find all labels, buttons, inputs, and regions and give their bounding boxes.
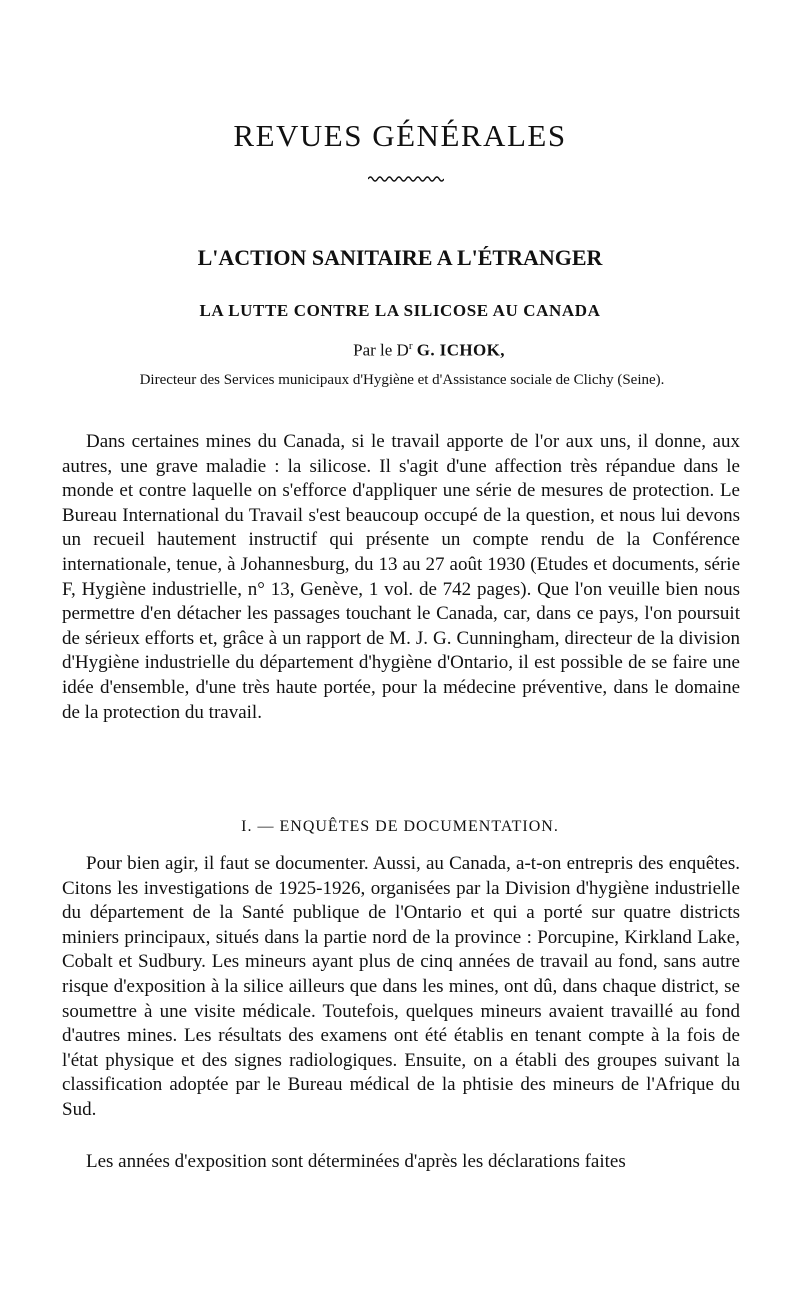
section-1-paragraph-1: Pour bien agir, il faut se documenter. Aussi, au Canada, a-t-on entrepris des enquêtes. Citons les investigations de 1925-1926, organisées par la Division d'hygiène industrielle du département de la Santé publique de l'Ontario et qui a porté sur quatre districts miniers principaux, situés dans la partie nord de la province : Porcupine, Kirkland Lake, Cobalt et Sudbury. Les mineurs ayant plus de cinq années de travail au fond, sans autre risque d'exposition à la silice ailleurs que dans les mines, ont dû, dans chaque district, se soumettre à une visite médicale. Toutefois, quelques mineurs avaient travaillé au fond d'autres mines. Les résultats des examens ont été établis en tenant compte à la fois de l'état physique et des signes radiologiques. Ensuite, on a établi des groupes suivant la classification adoptée par le Bureau médical de la phtisie des mineurs de l'Afrique du Sud. [62,853,740,1120]
section-title: REVUES GÉNÉRALES [233,118,567,153]
section-1-paragraph-2: Les années d'exposition sont déterminées d'après les déclarations faites [86,1151,626,1172]
intro-paragraph: Dans certaines mines du Canada, si le travail apporte de l'or aux uns, il donne, aux autres, une grave maladie : la silicose. Il s'agit d'une affection très répandue dans le monde et contre laquelle on s'efforce d'appliquer une série de mesures de protection. Le Bureau International du Travail s'est beaucoup occupé de la question, et nous lui devons un recueil hautement instructif qui présente un compte rendu de la Conférence internationale, tenue, à Johannesburg, du 13 au 27 août 1930 (Etudes et documents, série F, Hygiène industrielle, n° 13, Genève, 1 vol. de 742 pages). Que l'on veuille bien nous permettre d'en détacher les passages touchant le Canada, car, dans ce pays, l'on poursuit de sérieux efforts et, grâce à un rapport de M. J. G. Cunningham, directeur de la division d'Hygiène industrielle du département d'hygiène d'Ontario, il est possible de se faire une idée d'ensemble, d'une très haute portée, pour la médecine préventive, dans le domaine de la protection du travail. [62,431,740,723]
article-title: L'ACTION SANITAIRE A L'ÉTRANGER [197,245,603,270]
article-subtitle: LA LUTTE CONTRE LA SILICOSE AU CANADA [199,301,601,320]
byline-superscript: r [408,340,413,352]
section-heading-1: I. — ENQUÊTES DE DOCUMENTATION. [241,818,559,835]
byline [0,340,800,361]
byline-prefix: Par le D [353,340,409,360]
author-name: G. ICHOK, [416,340,505,360]
decorative-ornament [368,174,444,184]
author-affiliation: Directeur des Services municipaux d'Hygiène et d'Assistance sociale de Clichy (Seine). [139,372,665,388]
